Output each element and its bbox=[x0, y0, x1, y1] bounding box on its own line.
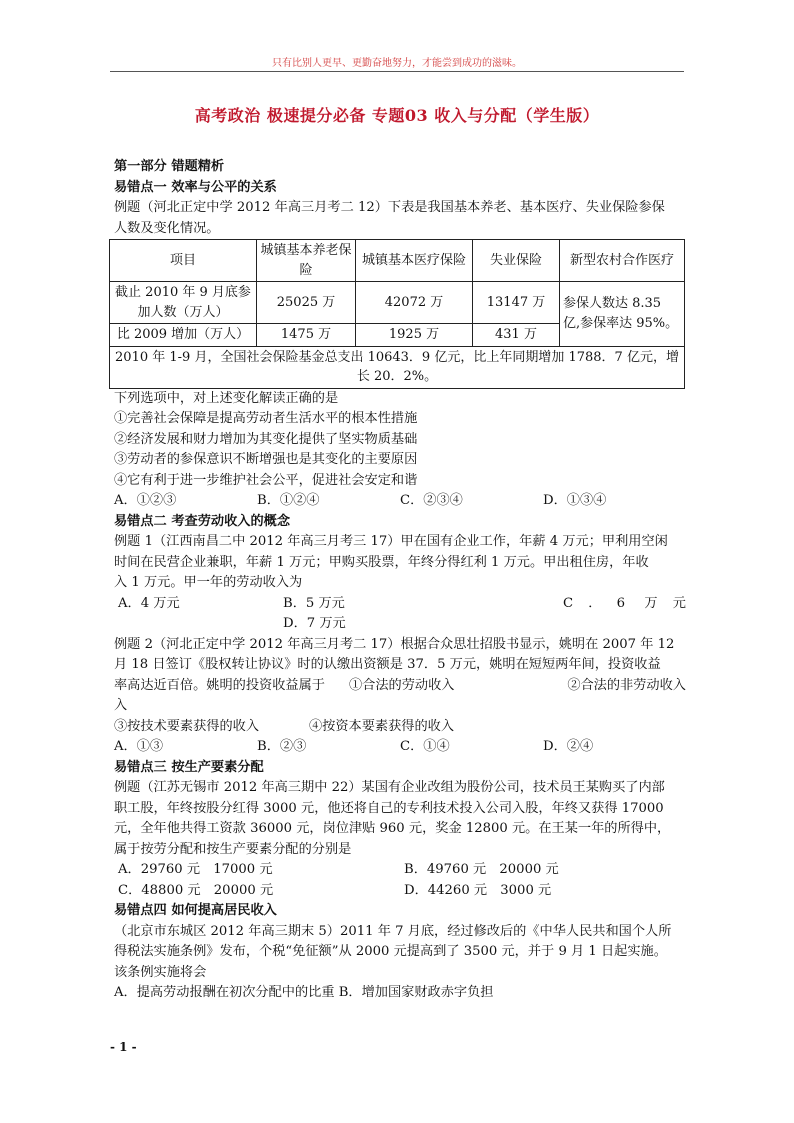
section-heading: 第一部分 错题精析 bbox=[114, 159, 225, 174]
point3-line: 元，全年他共得工资款 36000 元，岗位津贴 960 元，奖金 12800 元。在王某一年的所得中， bbox=[114, 821, 671, 836]
option-c: C．②③④ bbox=[400, 493, 463, 508]
table-header-cell: 新型农村合作医疗 bbox=[560, 240, 685, 282]
option-d: D．7 万元 bbox=[283, 616, 346, 631]
statement-item: ②合法的非劳动收入 bbox=[567, 677, 686, 693]
page-number: - 1 - bbox=[110, 1040, 137, 1054]
insurance-table bbox=[109, 239, 685, 389]
option-c: C．6 万元 bbox=[563, 595, 686, 611]
point2-ex2-line: 月 18 日签订《股权转让协议》时的认缴出资额是 37．5 万元，姚明在短短两年间，投资收益 bbox=[114, 657, 661, 672]
answer-options bbox=[114, 737, 686, 758]
document-body bbox=[114, 157, 686, 1004]
point3-heading: 易错点三 按生产要素分配 bbox=[114, 759, 264, 775]
table-cell: 42072 万 bbox=[356, 282, 473, 324]
table-header-row bbox=[110, 240, 685, 282]
option-c: C．①④ bbox=[400, 739, 450, 754]
statement-item: ④它有利于进一步维护社会公平，促进社会安定和谐 bbox=[114, 472, 418, 488]
table-cell: 1925 万 bbox=[356, 324, 473, 347]
option-d: D．①③④ bbox=[543, 493, 607, 508]
option-d: D．②④ bbox=[543, 739, 594, 754]
table-row-label: 截止 2010 年 9 月底参加人数（万人） bbox=[110, 282, 257, 324]
statement-item: ②经济发展和财力增加为其变化提供了坚实物质基础 bbox=[114, 431, 418, 447]
statement-item: ①完善社会保障是提高劳动者生活水平的根本性措施 bbox=[114, 411, 418, 426]
point3-line: 例题（江苏无锡市 2012 年高三期中 22）某国有企业改组为股份公司，技术员王某购买了内部 bbox=[114, 780, 665, 795]
option-a: A．①③ bbox=[114, 739, 164, 754]
table-footer-row bbox=[110, 346, 685, 388]
statement-item-tail: 入 bbox=[114, 698, 128, 713]
table-footer-cell: 2010 年 1-9 月，全国社会保险基金总支出 10643．9 亿元，比上年同期增加 1788．7 亿元，增长 20．2%。 bbox=[110, 346, 685, 388]
option-a: A．4 万元 bbox=[118, 595, 180, 611]
table-cell: 431 万 bbox=[473, 324, 560, 347]
table-cell: 1475 万 bbox=[257, 324, 356, 347]
answer-options bbox=[114, 881, 686, 902]
point2-ex1-line: 入 1 万元。甲一年的劳动收入为 bbox=[114, 575, 303, 590]
answer-options bbox=[114, 860, 686, 881]
point4-line: （北京市东城区 2012 年高三期末 5）2011 年 7 月底，经过修改后的《中华人民共和国个人所 bbox=[114, 923, 672, 939]
header-divider bbox=[110, 71, 684, 72]
table-cell: 13147 万 bbox=[473, 282, 560, 324]
option-b: B．49760 元 20000 元 bbox=[404, 862, 559, 877]
point2-heading: 易错点二 考查劳动收入的概念 bbox=[114, 513, 291, 529]
table-header-cell: 城镇基本养老保险 bbox=[257, 240, 356, 282]
point3-line: 职工股，年终按股分红得 3000 元，他还将自己的专利技术投入公司入股，年终又获得 17000 bbox=[114, 800, 664, 816]
point2-ex2-line bbox=[114, 676, 686, 697]
point2-ex2-line bbox=[114, 717, 686, 738]
table-cell: 25025 万 bbox=[257, 282, 356, 324]
table-header-cell: 项目 bbox=[110, 240, 257, 282]
option-b: B．①②④ bbox=[257, 493, 320, 508]
table-merged-cell: 参保人数达 8.35 亿,参保率达 95%。 bbox=[560, 282, 685, 347]
point4-line: 得税法实施条例》发布，个税“免征额”从 2000 元提高到了 3500 元，并于 9 月 1 日起实施。 bbox=[114, 944, 667, 959]
option-b: B．5 万元 bbox=[283, 595, 345, 611]
point4-options: A．提高劳动报酬在初次分配中的比重 B．增加国家财政赤字负担 bbox=[114, 985, 494, 1000]
point4-line: 该条例实施将会 bbox=[114, 964, 207, 980]
answer-options bbox=[114, 491, 686, 512]
point1-example-line: 人数及变化情况。 bbox=[114, 220, 220, 236]
option-a: A．29760 元 17000 元 bbox=[118, 862, 273, 877]
table-row bbox=[110, 282, 685, 324]
statement-item: ①合法的劳动收入 bbox=[349, 677, 455, 693]
statement-item: ④按资本要素获得的收入 bbox=[309, 718, 455, 734]
point1-heading: 易错点一 效率与公平的关系 bbox=[114, 179, 277, 195]
header-motto: 只有比别人更早、更勤奋地努力，才能尝到成功的滋味。 bbox=[272, 58, 522, 69]
point2-ex1-line: 例题 1（江西南昌二中 2012 年高三月考三 17）甲在国有企业工作，年薪 4 万元；甲利用空闲 bbox=[114, 534, 668, 549]
option-a: A．①②③ bbox=[114, 493, 177, 508]
point4-heading: 易错点四 如何提高居民收入 bbox=[114, 903, 277, 918]
option-b: B．②③ bbox=[257, 739, 307, 754]
statement-item: ③劳动者的参保意识不断增强也是其变化的主要原因 bbox=[114, 452, 418, 467]
point2-ex2-line: 例题 2（河北正定中学 2012 年高三月考二 17）根据合众思壮招股书显示，姚明在 2007 年 12 bbox=[114, 636, 675, 652]
point1-question: 下列选项中，对上述变化解读正确的是 bbox=[114, 390, 339, 406]
point2-ex1-line: 时间在民营企业兼职，年薪 1 万元；甲购买股票，年终分得红利 1 万元。甲出租住房，年收 bbox=[114, 554, 649, 570]
table-header-cell: 城镇基本医疗保险 bbox=[356, 240, 473, 282]
point2-ex2-stem: 率高达近百倍。姚明的投资收益属于 bbox=[114, 677, 325, 693]
table-row-label: 比 2009 增加（万人） bbox=[110, 324, 257, 347]
point3-line: 属于按劳分配和按生产要素分配的分别是 bbox=[114, 841, 352, 857]
point1-example-line: 例题（河北正定中学 2012 年高三月考二 12）下表是我国基本养老、基本医疗、失业保险参保 bbox=[114, 200, 665, 215]
option-c: C．48800 元 20000 元 bbox=[118, 882, 274, 898]
statement-item: ③按技术要素获得的收入 bbox=[114, 718, 260, 734]
table-header-cell: 失业保险 bbox=[473, 240, 560, 282]
document-title: 高考政治 极速提分必备 专题03 收入与分配（学生版） bbox=[194, 106, 600, 125]
answer-options bbox=[114, 594, 686, 615]
option-d: D．44260 元 3000 元 bbox=[404, 882, 552, 898]
